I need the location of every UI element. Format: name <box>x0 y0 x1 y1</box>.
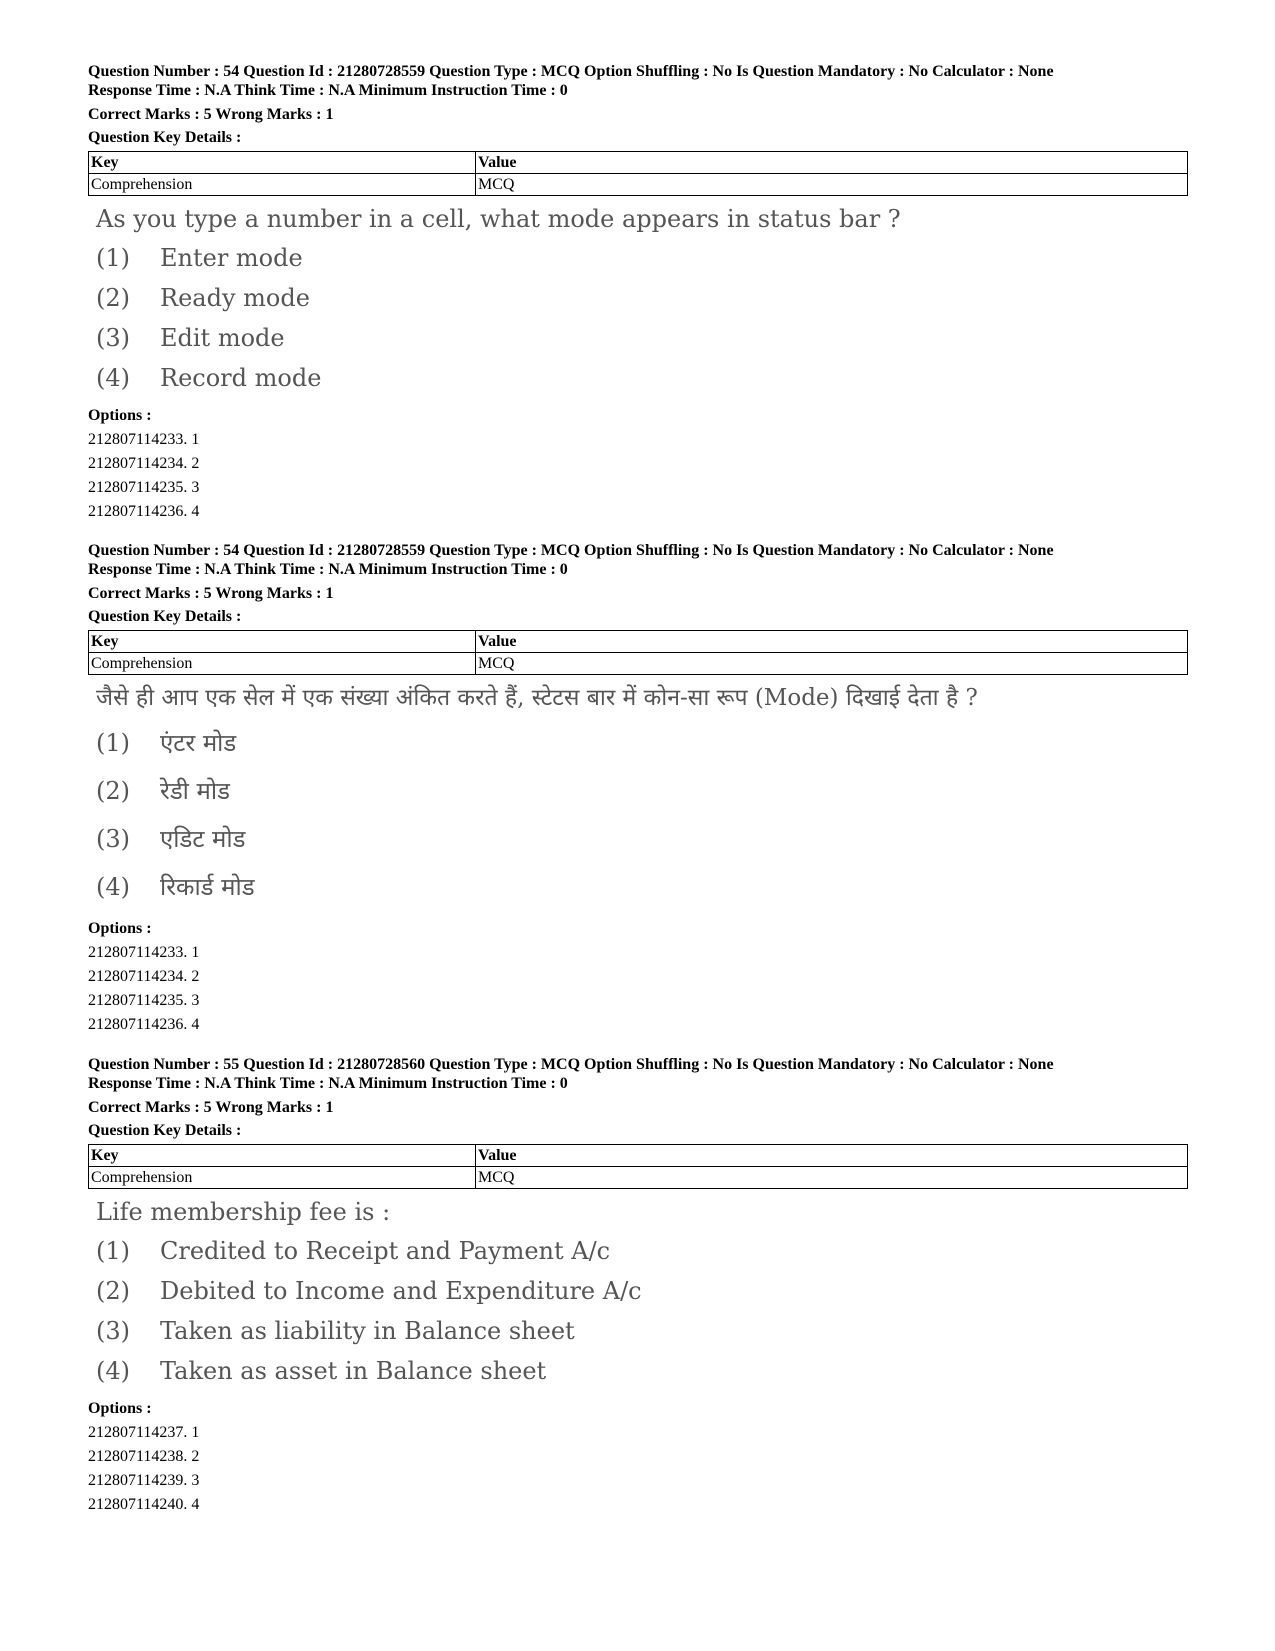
table-cell-value: MCQ <box>476 174 1188 196</box>
choice-number: (2) <box>96 1277 130 1305</box>
table-row <box>89 1167 1188 1189</box>
question-text: Life membership fee is : <box>96 1198 391 1226</box>
options-label: Options : <box>88 1400 152 1417</box>
table-header-value: Value <box>476 152 1188 174</box>
choice-3 <box>96 318 1188 358</box>
choice-text: Taken as liability in Balance sheet <box>160 1317 575 1345</box>
key-details-table <box>88 151 1188 196</box>
choice-text: रेडी मोड <box>160 777 230 805</box>
options-list <box>88 404 1188 524</box>
option-item: 212807114234. 2 <box>88 968 200 985</box>
table-row <box>89 653 1188 675</box>
option-item: 212807114236. 4 <box>88 503 200 520</box>
choice-number: (2) <box>96 284 130 312</box>
question-meta <box>88 62 1188 147</box>
key-details-table <box>88 630 1188 675</box>
question-meta-line-2: Response Time : N.A Think Time : N.A Minimum Instruction Time : 0 <box>88 82 568 99</box>
option-item: 212807114235. 3 <box>88 992 200 1009</box>
question-meta-line-2: Response Time : N.A Think Time : N.A Minimum Instruction Time : 0 <box>88 561 568 578</box>
table-header-key: Key <box>89 631 476 653</box>
table-header-key: Key <box>89 1145 476 1167</box>
key-details-label: Question Key Details : <box>88 608 242 625</box>
choice-4 <box>96 358 1188 398</box>
question-meta <box>88 1055 1188 1140</box>
question-image <box>96 1197 1188 1391</box>
table-header-value: Value <box>476 631 1188 653</box>
question-meta-line-1: Question Number : 55 Question Id : 21280728560 Question Type : MCQ Option Shuffling : No Is Question Mandatory : No Calculator : None <box>88 1056 1054 1073</box>
key-details-label: Question Key Details : <box>88 129 242 146</box>
options-label: Options : <box>88 407 152 424</box>
question-meta-line-2: Response Time : N.A Think Time : N.A Minimum Instruction Time : 0 <box>88 1075 568 1092</box>
option-item: 212807114240. 4 <box>88 1496 200 1513</box>
choice-text: Edit mode <box>160 324 285 352</box>
question-text: As you type a number in a cell, what mode appears in status bar ? <box>96 205 901 233</box>
question-block-3 <box>88 1055 1188 1517</box>
choice-2 <box>96 1271 1188 1311</box>
choice-3 <box>96 815 1188 863</box>
options-list <box>88 1397 1188 1517</box>
choice-text: Credited to Receipt and Payment A/c <box>160 1237 611 1265</box>
table-cell-key: Comprehension <box>89 1167 476 1189</box>
table-cell-value: MCQ <box>476 653 1188 675</box>
question-image <box>96 204 1188 398</box>
question-text: जैसे ही आप एक सेल में एक संख्या अंकित करते हैं, स्टेटस बार में कोन-सा रूप (Mode) दिखाई देता है ? <box>96 685 978 711</box>
choice-text: Debited to Income and Expenditure A/c <box>160 1277 642 1305</box>
choice-text: Ready mode <box>160 284 310 312</box>
question-meta <box>88 541 1188 626</box>
choice-1 <box>96 1231 1188 1271</box>
key-details-table <box>88 1144 1188 1189</box>
choice-number: (4) <box>96 873 130 901</box>
table-cell-key: Comprehension <box>89 174 476 196</box>
choice-number: (1) <box>96 1237 130 1265</box>
choice-number: (3) <box>96 324 130 352</box>
choice-2 <box>96 278 1188 318</box>
option-item: 212807114234. 2 <box>88 455 200 472</box>
option-item: 212807114238. 2 <box>88 1448 200 1465</box>
table-header-row <box>89 152 1188 174</box>
key-details-label: Question Key Details : <box>88 1122 242 1139</box>
choice-number: (3) <box>96 1317 130 1345</box>
choice-3 <box>96 1311 1188 1351</box>
question-block-1 <box>88 62 1188 524</box>
table-header-row <box>89 631 1188 653</box>
table-cell-key: Comprehension <box>89 653 476 675</box>
table-cell-value: MCQ <box>476 1167 1188 1189</box>
choice-text: एंटर मोड <box>160 729 237 757</box>
choice-number: (1) <box>96 244 130 272</box>
question-meta-line-1: Question Number : 54 Question Id : 21280728559 Question Type : MCQ Option Shuffling : No Is Question Mandatory : No Calculator : None <box>88 542 1054 559</box>
choice-1 <box>96 719 1188 767</box>
options-list <box>88 917 1188 1037</box>
question-meta-line-1: Question Number : 54 Question Id : 21280728559 Question Type : MCQ Option Shuffling : No Is Question Mandatory : No Calculator : None <box>88 63 1054 80</box>
marks-line: Correct Marks : 5 Wrong Marks : 1 <box>88 1099 334 1116</box>
options-label: Options : <box>88 920 152 937</box>
choice-2 <box>96 767 1188 815</box>
choice-text: Taken as asset in Balance sheet <box>160 1357 547 1385</box>
choice-4 <box>96 1351 1188 1391</box>
choice-number: (3) <box>96 825 130 853</box>
table-header-key: Key <box>89 152 476 174</box>
choice-text: एडिट मोड <box>160 825 246 853</box>
table-header-value: Value <box>476 1145 1188 1167</box>
choice-1 <box>96 238 1188 278</box>
choice-4 <box>96 863 1188 911</box>
option-item: 212807114239. 3 <box>88 1472 200 1489</box>
choice-text: Record mode <box>160 364 322 392</box>
choice-number: (4) <box>96 364 130 392</box>
choice-number: (2) <box>96 777 130 805</box>
option-item: 212807114237. 1 <box>88 1424 200 1441</box>
choice-number: (1) <box>96 729 130 757</box>
option-item: 212807114233. 1 <box>88 944 200 961</box>
option-item: 212807114235. 3 <box>88 479 200 496</box>
marks-line: Correct Marks : 5 Wrong Marks : 1 <box>88 106 334 123</box>
option-item: 212807114236. 4 <box>88 1016 200 1033</box>
table-header-row <box>89 1145 1188 1167</box>
choice-text: रिकार्ड मोड <box>160 873 255 901</box>
choice-text: Enter mode <box>160 244 303 272</box>
table-row <box>89 174 1188 196</box>
question-image <box>96 683 1188 911</box>
question-block-2 <box>88 541 1188 1037</box>
option-item: 212807114233. 1 <box>88 431 200 448</box>
marks-line: Correct Marks : 5 Wrong Marks : 1 <box>88 585 334 602</box>
choice-number: (4) <box>96 1357 130 1385</box>
